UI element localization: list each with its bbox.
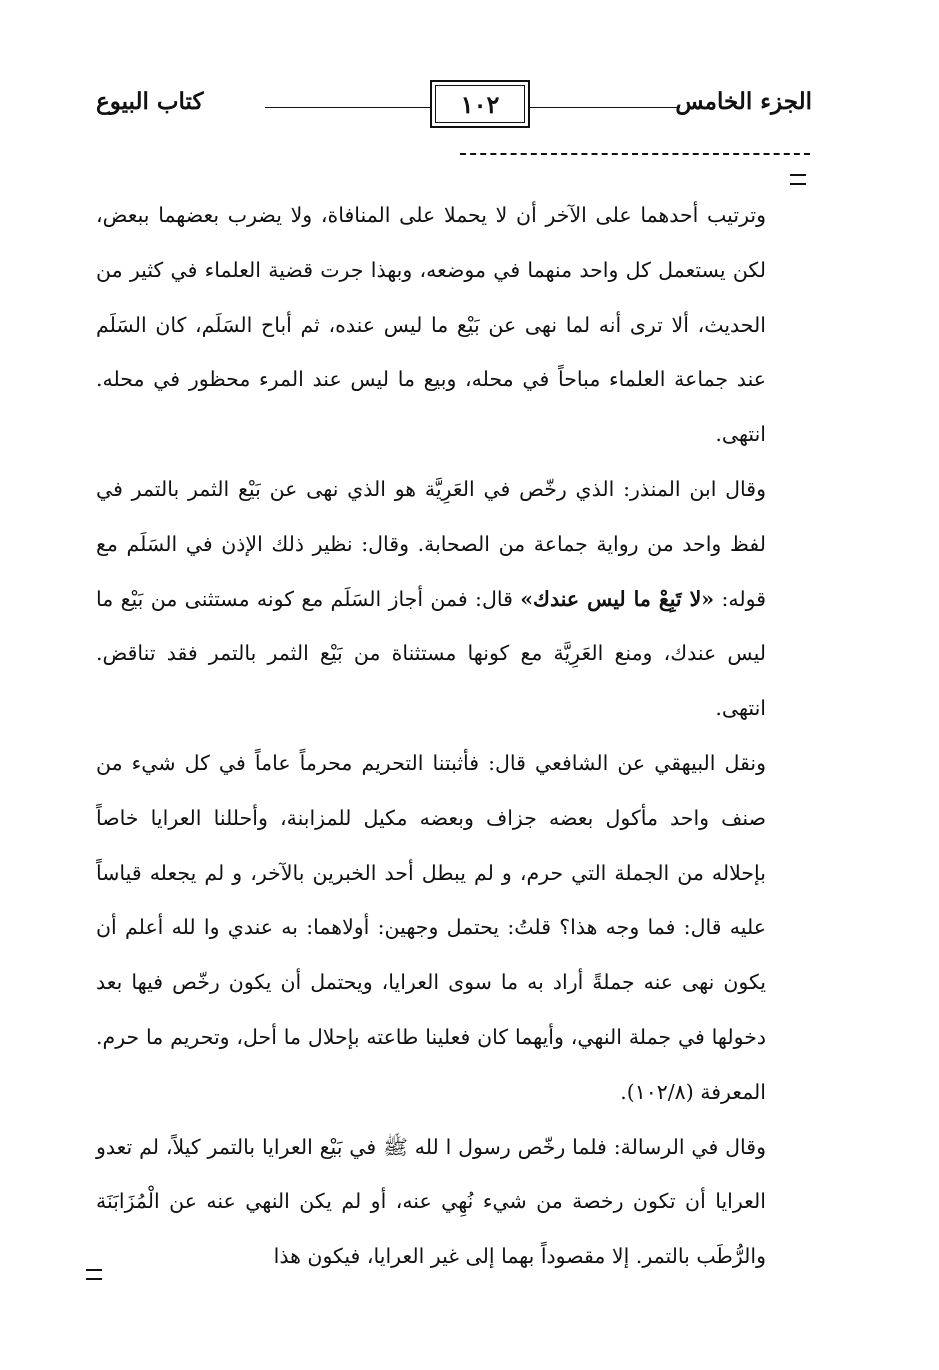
continuation-mark-top [790, 174, 806, 185]
page-number: ١٠٢ [460, 89, 500, 119]
hadith-quote: «لا تَبِعْ ما ليس عندك» [520, 586, 715, 611]
dashed-divider [460, 153, 810, 155]
paragraph: وقال في الرسالة: فلما رخّص رسول ا لله ﷺ في بَيْع العرايا بالتمر كيلاً، لم تعدو العرايا أن تكون رخصة من شيء نُهِي عنه، أو لم يكن النهي عنه عن الْمُزَابَنَة والرُّطَب بالتمر. إلا مقصوداً بهما إلى غير العرايا، فيكون هذا [96, 1134, 766, 1269]
book-title: كتاب البيوع [96, 88, 204, 115]
paragraph [96, 462, 766, 736]
paragraph: ونقل البيهقي عن الشافعي قال: فأثبتنا التحريم محرماً عاماً في كل شيء من صنف واحد مأكول بعضه جزاف وبعضه مكيل للمزابنة، وأحللنا العرايا خاصاً بإحلاله من الجملة التي حرم، و لم يبطل أحد الخبرين بالآخر، و لم يجعله قياساً عليه قال: فما وجه هذا؟ قلتُ: يحتمل وجهين: أولاهما: به عندي وا لله أعلم أن يكون نهى عنه جملةً أراد به ما سوى العرايا، ويحتمل أن يكون رخّص فيها بعد دخولها في جملة النهي، وأيهما كان فعلينا طاعته بإحلال ما أحل، وتحريم ما حرم. المعرفة (١٠٢/٨). [96, 750, 766, 1104]
header-rule-left [265, 107, 430, 108]
part-title: الجزء الخامس [675, 88, 812, 115]
header-rule-right [530, 107, 680, 108]
paragraph: وترتيب أحدهما على الآخر أن لا يحملا على المنافاة، ولا يضرب بعضهما ببعض، لكن يستعمل كل واحد منهما في موضعه، وبهذا جرت قضية العلماء في كثير من الحديث، ألا ترى أنه لما نهى عن بَيْع ما ليس عنده، ثم أباح السَلَم، كان السَلَم عند جماعة العلماء مباحاً في محله، وبيع ما ليس عند المرء محظور في محله. انتهى. [96, 203, 766, 447]
text-span: قال: فمن أجاز السَلَم مع كونه مستثنى من بَيْع ما ليس عندك، ومنع العَرِيَّة مع كونها مستثناة من بَيْع الثمر بالتمر فقد تناقض. انتهى. [96, 586, 766, 721]
running-header [96, 80, 812, 132]
text-span: وقال ابن المنذر: الذي رخّص في العَرِيَّة هو الذي نهى عن بَيْع الثمر بالتمر في لفظ واحد من رواية جماعة من الصحابة. وقال: نظير ذلك الإذن في السَلَم مع قوله: [96, 476, 766, 611]
page-number-box [430, 80, 530, 128]
main-text [96, 188, 766, 1284]
continuation-mark-bottom [86, 1269, 102, 1280]
